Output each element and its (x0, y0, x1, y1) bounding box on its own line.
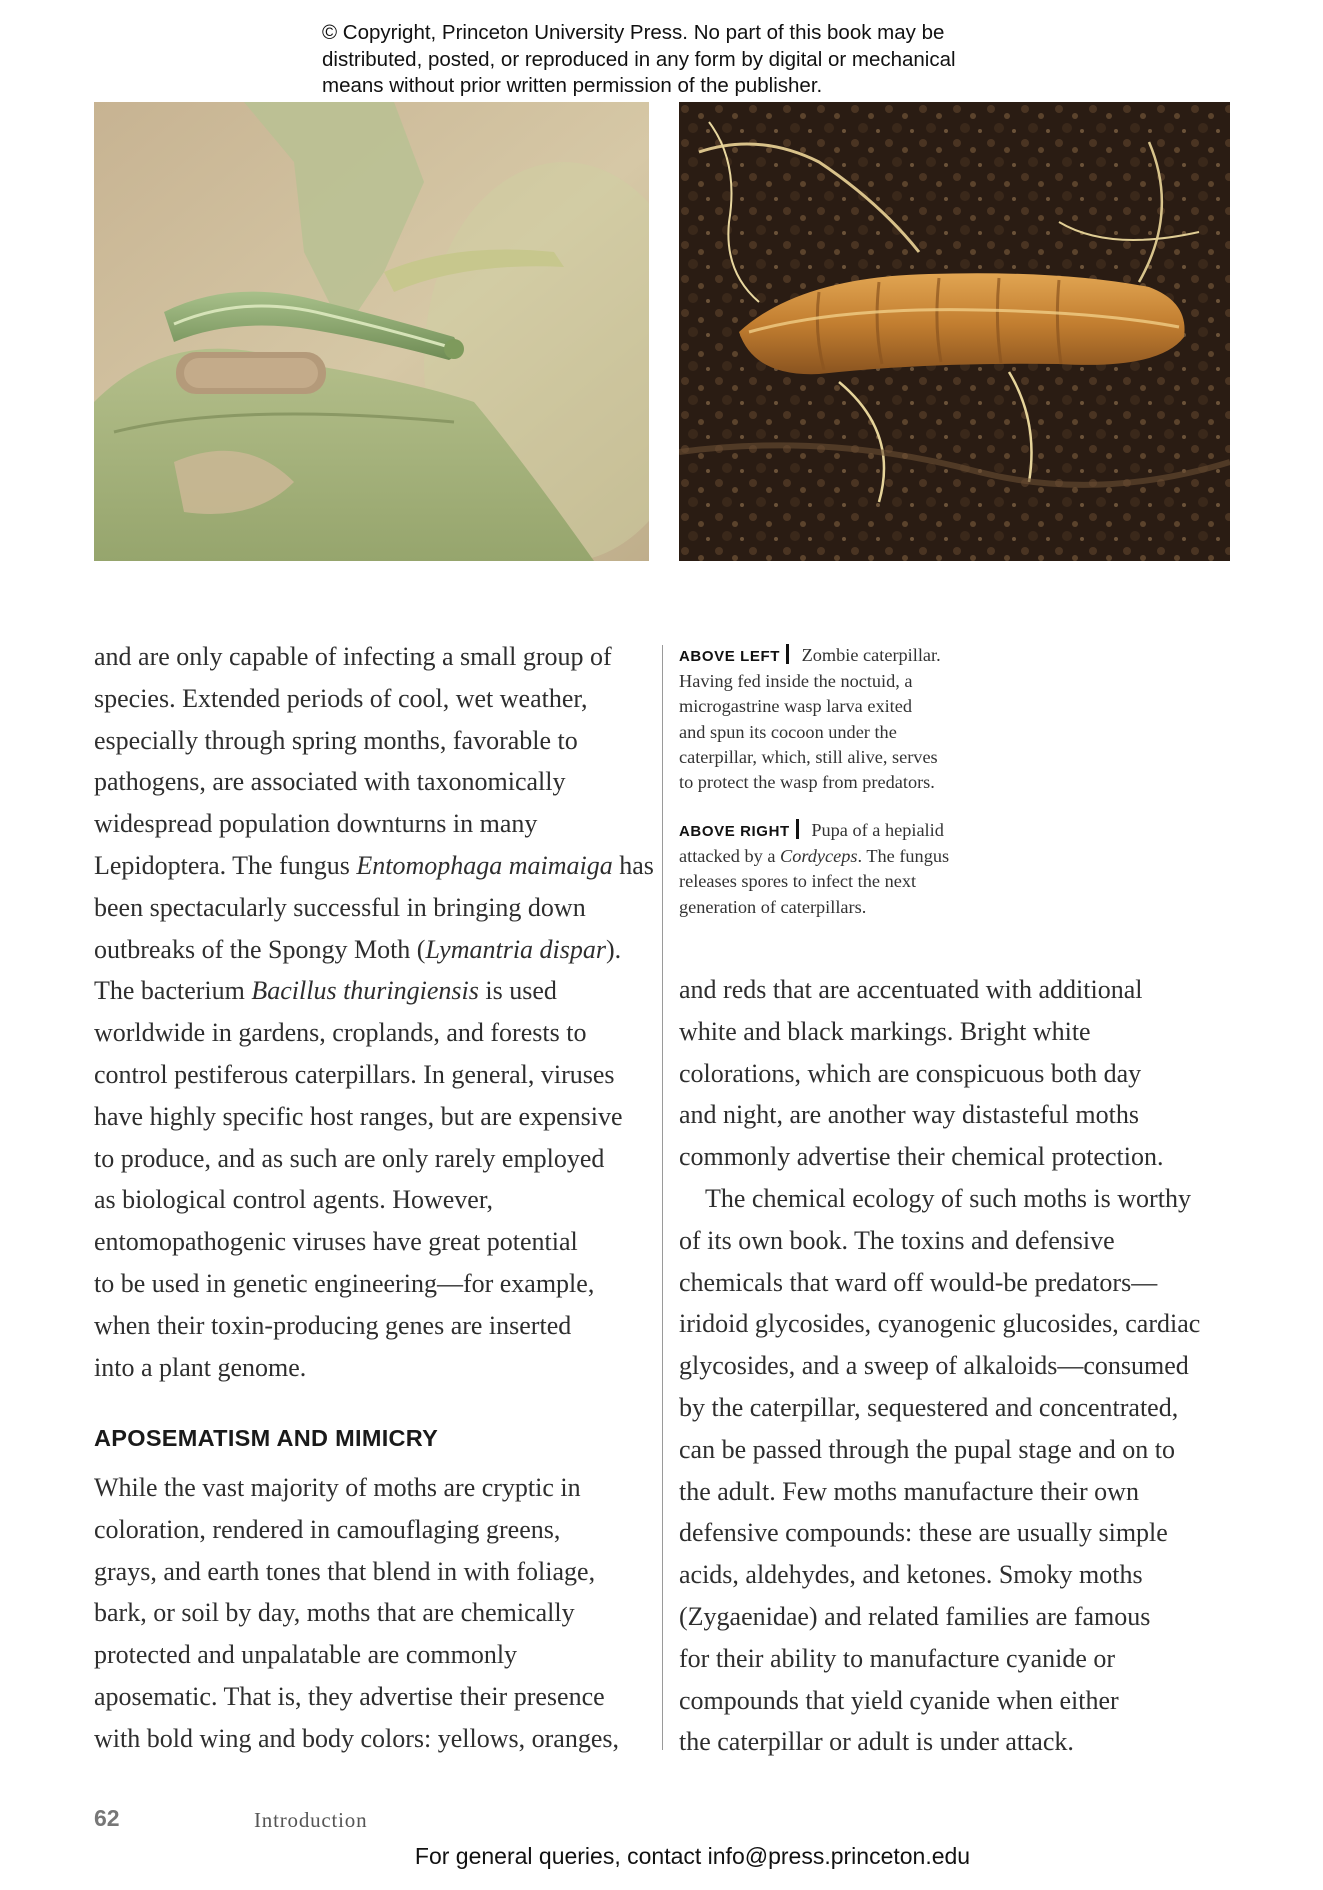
text-line (679, 1680, 1239, 1722)
text-line (679, 1638, 1239, 1680)
text-run: have highly specific host ranges, but are expensive (94, 1101, 623, 1131)
caption-above-right (679, 818, 1009, 920)
text-line (679, 969, 1239, 1011)
text-run: white and black markings. Bright white (679, 1016, 1091, 1046)
caption-line (679, 770, 1009, 795)
text-run: and night, are another way distasteful moths (679, 1100, 1139, 1130)
text-line (679, 1596, 1239, 1638)
text-run: especially through spring months, favorable to (94, 725, 578, 755)
caption-label: ABOVE RIGHT (679, 823, 790, 840)
text-run: by the caterpillar, sequestered and concentrated, (679, 1392, 1179, 1422)
footer-query-text: For general queries, contact info@press.princeton.edu (414, 1843, 971, 1869)
text-line (94, 1221, 654, 1263)
text-run: is used (478, 976, 557, 1006)
text-run: been spectacularly successful in bringing down (94, 892, 586, 922)
text-run: outbreaks of the Spongy Moth ( (94, 934, 426, 964)
text-run: Pupa of a hepialid (806, 820, 944, 840)
text-line (94, 929, 654, 971)
text-run: attacked by a (679, 846, 781, 867)
text-run: with bold wing and body colors: yellows, oranges, (94, 1723, 619, 1753)
copyright-line: means without prior written permission of the publisher. (322, 74, 823, 97)
caption-bar (796, 819, 799, 839)
text-line (94, 970, 654, 1012)
text-line (679, 1554, 1239, 1596)
text-line (679, 1345, 1239, 1387)
italic-run: Entomophaga maimaiga (356, 850, 613, 880)
text-run: Zombie caterpillar. (797, 645, 941, 665)
text-run: the adult. Few moths manufacture their own (679, 1476, 1139, 1506)
body-text-left-top (94, 636, 654, 1388)
text-run: (Zygaenidae) and related families are famous (679, 1601, 1151, 1631)
text-line (94, 678, 654, 720)
text-run: Lepidoptera. The fungus (94, 850, 357, 880)
text-line (94, 1012, 654, 1054)
section-heading: APOSEMATISM AND MIMICRY (94, 1425, 439, 1451)
text-run: grays, and earth tones that blend in with foliage, (94, 1556, 596, 1586)
text-line (679, 1262, 1239, 1304)
text-run: While the vast majority of moths are cryptic in (94, 1473, 581, 1502)
text-line (94, 720, 654, 762)
text-run: protected and unpalatable are commonly (94, 1640, 518, 1670)
text-line (679, 1053, 1239, 1095)
text-line (679, 1303, 1239, 1345)
text-line (679, 1011, 1239, 1053)
text-run: releases spores to infect the next (679, 871, 917, 892)
page-number: 62 (94, 1805, 120, 1831)
text-run: can be passed through the pupal stage and on to (679, 1434, 1176, 1464)
text-line (94, 1054, 654, 1096)
text-run: widespread population downturns in many (94, 809, 538, 839)
text-line (94, 803, 654, 845)
italic-run: Lymantria dispar (425, 934, 606, 964)
text-run: to protect the wasp from predators. (679, 772, 935, 793)
text-line (94, 1551, 654, 1593)
text-line (94, 1263, 654, 1305)
text-run: entomopathogenic viruses have great potential (94, 1227, 578, 1257)
text-line (94, 761, 654, 803)
caption-line (679, 745, 1009, 770)
caption-line (679, 844, 1009, 869)
body-text-right (679, 969, 1239, 1763)
caption-above-left (679, 643, 1009, 795)
text-run: and are only capable of infecting a small group of (94, 642, 612, 671)
text-run: iridoid glycosides, cyanogenic glucosides, cardiac (679, 1309, 1201, 1339)
caption-line (797, 645, 941, 665)
text-line (679, 1429, 1239, 1471)
pupa-illustration (679, 102, 1230, 561)
text-run: species. Extended periods of cool, wet weather, (94, 683, 588, 713)
text-line (94, 887, 654, 929)
text-run: into a plant genome. (94, 1352, 307, 1382)
text-run: The bacterium (94, 976, 252, 1006)
text-line (679, 1387, 1239, 1429)
text-line (679, 1136, 1239, 1178)
caption-line (807, 820, 944, 840)
text-line (94, 1718, 654, 1760)
text-run: glycosides, and a sweep of alkaloids—consumed (679, 1351, 1189, 1381)
text-run: and reds that are accentuated with additional (679, 975, 1143, 1004)
body-text-left-bottom (94, 1467, 654, 1760)
text-run: to produce, and as such are only rarely employed (94, 1143, 605, 1173)
text-run: when their toxin-producing genes are inserted (94, 1310, 572, 1340)
text-line (94, 1305, 654, 1347)
running-head: Introduction (254, 1808, 368, 1832)
caption-text (679, 645, 1009, 795)
footer-contact (0, 1843, 1323, 1870)
text-run: chemicals that ward off would-be predators— (679, 1267, 1158, 1297)
italic-run: Bacillus thuringiensis (251, 976, 479, 1006)
text-run: defensive compounds: these are usually simple (679, 1518, 1168, 1548)
text-run: the caterpillar or adult is under attack. (679, 1727, 1074, 1757)
text-run: and spun its cocoon under the (679, 721, 897, 742)
text-line (94, 1592, 654, 1634)
column-divider (662, 645, 663, 1750)
copyright-line: distributed, posted, or reproduced in any form by digital or mechanical (322, 47, 956, 71)
text-run: colorations, which are conspicuous both day (679, 1058, 1142, 1088)
text-line (679, 1220, 1239, 1262)
text-run: control pestiferous caterpillars. In general, viruses (94, 1059, 615, 1089)
text-line (94, 1179, 654, 1221)
caption-bar (786, 644, 789, 664)
caterpillar-illustration (94, 102, 649, 561)
text-run: . The fungus (857, 846, 950, 867)
text-run: worldwide in gardens, croplands, and forests to (94, 1018, 587, 1048)
text-run: microgastrine wasp larva exited (679, 696, 912, 717)
text-run: to be used in genetic engineering—for example, (94, 1268, 595, 1298)
copyright-notice (322, 20, 1082, 100)
text-run: compounds that yield cyanide when either (679, 1685, 1119, 1715)
text-run: caterpillar, which, still alive, serves (679, 746, 938, 767)
text-line (679, 1094, 1239, 1136)
text-run: pathogens, are associated with taxonomically (94, 767, 566, 797)
text-line (679, 1178, 1239, 1220)
text-line (679, 1471, 1239, 1513)
text-line (94, 1509, 654, 1551)
text-run: The chemical ecology of such moths is worthy (679, 1183, 1191, 1213)
text-run: for their ability to manufacture cyanide or (679, 1643, 1116, 1673)
text-line (94, 845, 654, 887)
text-run: as biological control agents. However, (94, 1185, 493, 1215)
caption-line (679, 869, 1009, 894)
text-run: bark, or soil by day, moths that are chemically (94, 1598, 575, 1628)
caption-line (679, 694, 1009, 719)
text-run: acids, aldehydes, and ketones. Smoky moths (679, 1560, 1143, 1590)
text-line (94, 1676, 654, 1718)
caption-label: ABOVE LEFT (679, 648, 781, 665)
text-line (94, 1096, 654, 1138)
caption-line (679, 895, 1009, 920)
text-line (679, 1721, 1239, 1763)
caption-line (679, 669, 1009, 694)
photo-zombie-caterpillar (94, 102, 649, 561)
text-line (94, 1634, 654, 1676)
text-run: Having fed inside the noctuid, a (679, 671, 913, 692)
text-run: coloration, rendered in camouflaging greens, (94, 1514, 561, 1544)
text-line (679, 1512, 1239, 1554)
text-run: ). (606, 934, 622, 964)
copyright-line: © Copyright, Princeton University Press. No part of this book may be (322, 21, 945, 44)
text-run: commonly advertise their chemical protection. (679, 1142, 1164, 1172)
text-run: aposematic. That is, they advertise their presence (94, 1681, 605, 1711)
text-run: generation of caterpillars. (679, 896, 867, 917)
text-line (94, 1138, 654, 1180)
text-run: of its own book. The toxins and defensive (679, 1225, 1115, 1255)
text-run: has (612, 850, 654, 880)
photo-hepialid-pupa (679, 102, 1230, 561)
text-line (94, 1467, 654, 1509)
italic-run: Cordyceps (780, 846, 858, 867)
caption-line (679, 720, 1009, 745)
text-line (94, 1347, 654, 1389)
text-line (94, 636, 654, 678)
